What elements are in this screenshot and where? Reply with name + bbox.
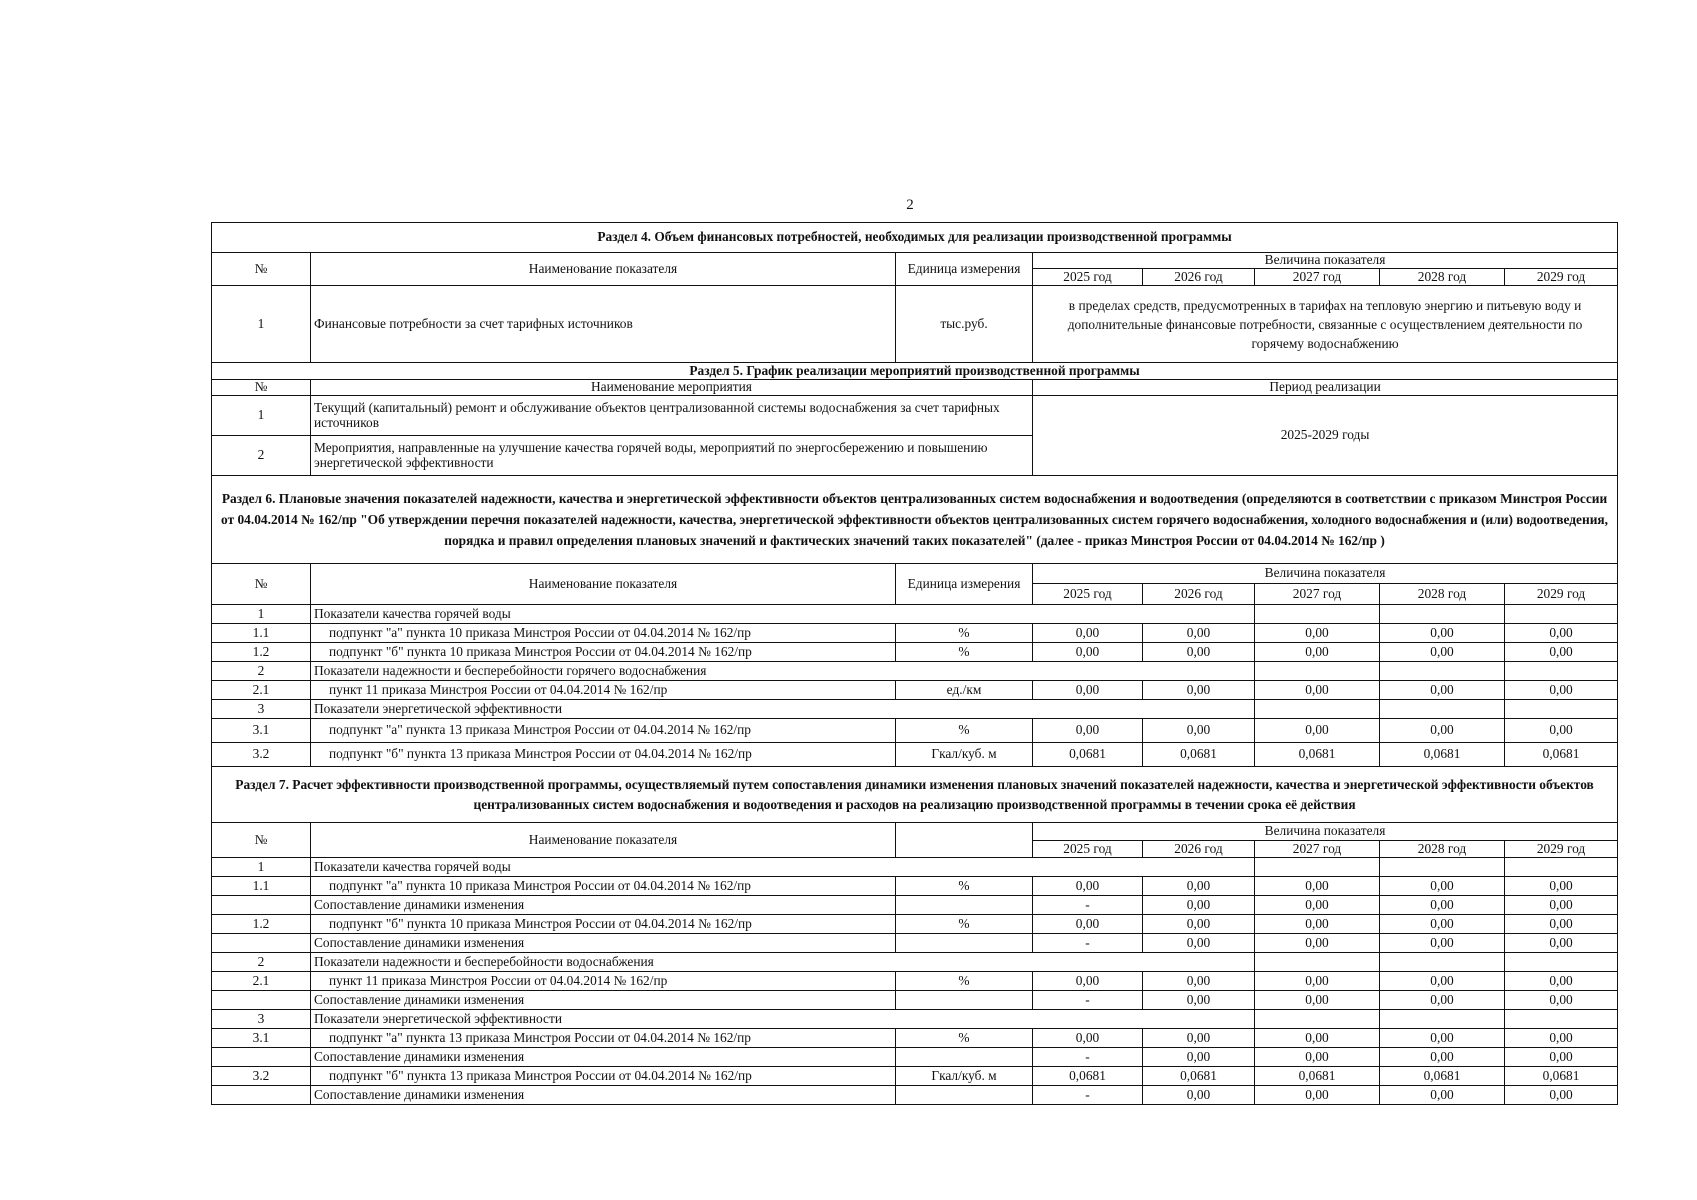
value-cell: 0,0681 bbox=[1380, 1067, 1505, 1086]
row-unit: ед./км bbox=[896, 681, 1033, 700]
row-name: подпункт "а" пункта 10 приказа Минстроя России от 04.04.2014 № 162/пр bbox=[311, 877, 896, 896]
comparison-label: Сопоставление динамики изменения bbox=[311, 934, 896, 953]
row-unit: Гкал/куб. м bbox=[896, 1067, 1033, 1086]
value-cell: 0,00 bbox=[1033, 877, 1143, 896]
value-cell: 0,00 bbox=[1255, 624, 1380, 643]
value-cell: 0,00 bbox=[1255, 877, 1380, 896]
section-4-title: Раздел 4. Объем финансовых потребностей, необходимых для реализации производственной программы bbox=[212, 223, 1618, 253]
comparison-cell: 0,00 bbox=[1505, 1086, 1618, 1105]
row-unit: % bbox=[896, 972, 1033, 991]
col-value-header: Величина показателя bbox=[1033, 564, 1618, 584]
row-name: подпункт "а" пункта 13 приказа Минстроя России от 04.04.2014 № 162/пр bbox=[311, 719, 896, 743]
value-cell: 0,00 bbox=[1033, 972, 1143, 991]
row-num: 2.1 bbox=[212, 972, 311, 991]
section-7 bbox=[212, 767, 1618, 1105]
col-unit-header: Единица измерения bbox=[896, 564, 1033, 605]
section-7-title: Раздел 7. Расчет эффективности производственной программы, осуществляемый путем сопоставления динамики изменения плановых значений показателей надежности, качества и энергетической эффективности объектов централизованных систем водоснабжения и водоотведения и расходов на реализацию производственной программы в течении срока её действия bbox=[212, 767, 1618, 823]
comparison-cell: 0,00 bbox=[1255, 1086, 1380, 1105]
year-header: 2029 год bbox=[1505, 841, 1618, 858]
value-cell: 0,00 bbox=[1143, 719, 1255, 743]
col-activity-header: Наименование мероприятия bbox=[311, 380, 1033, 396]
col-num-header: № bbox=[212, 823, 311, 858]
value-cell: 0,00 bbox=[1255, 915, 1380, 934]
comparison-cell: 0,00 bbox=[1255, 896, 1380, 915]
year-header: 2026 год bbox=[1143, 584, 1255, 605]
year-header: 2025 год bbox=[1033, 269, 1143, 286]
value-cell: 0,00 bbox=[1143, 972, 1255, 991]
row-unit: % bbox=[896, 1029, 1033, 1048]
comparison-cell: - bbox=[1033, 934, 1143, 953]
value-cell: 0,0681 bbox=[1143, 1067, 1255, 1086]
row-name: подпункт "б" пункта 10 приказа Минстроя России от 04.04.2014 № 162/пр bbox=[311, 915, 896, 934]
value-cell: 0,0681 bbox=[1143, 743, 1255, 767]
value-cell: 0,00 bbox=[1255, 719, 1380, 743]
value-cell: 0,00 bbox=[1033, 643, 1143, 662]
group-name: Показатели качества горячей воды bbox=[311, 605, 1255, 624]
value-cell: 0,0681 bbox=[1505, 743, 1618, 767]
value-cell: 0,0681 bbox=[1255, 1067, 1380, 1086]
comparison-cell: 0,00 bbox=[1505, 1048, 1618, 1067]
value-cell: 0,00 bbox=[1505, 877, 1618, 896]
col-num-header: № bbox=[212, 564, 311, 605]
value-cell: 0,00 bbox=[1143, 915, 1255, 934]
value-cell: 0,00 bbox=[1255, 681, 1380, 700]
value-cell: 0,00 bbox=[1143, 1029, 1255, 1048]
group-name: Показатели качества горячей воды bbox=[311, 858, 1255, 877]
row-name: пункт 11 приказа Минстроя России от 04.04.2014 № 162/пр bbox=[311, 681, 896, 700]
group-num: 2 bbox=[212, 953, 311, 972]
year-header: 2027 год bbox=[1255, 841, 1380, 858]
comparison-cell: - bbox=[1033, 1086, 1143, 1105]
value-cell: 0,0681 bbox=[1505, 1067, 1618, 1086]
value-cell: 0,00 bbox=[1255, 972, 1380, 991]
row-name: подпункт "а" пункта 10 приказа Минстроя России от 04.04.2014 № 162/пр bbox=[311, 624, 896, 643]
row-num: 2.1 bbox=[212, 681, 311, 700]
row-num: 1.2 bbox=[212, 915, 311, 934]
comparison-cell: 0,00 bbox=[1143, 934, 1255, 953]
value-cell: 0,00 bbox=[1505, 915, 1618, 934]
row-num: 1 bbox=[212, 396, 311, 436]
col-num-header: № bbox=[212, 253, 311, 286]
row-num: 3.1 bbox=[212, 719, 311, 743]
comparison-cell: 0,00 bbox=[1255, 991, 1380, 1010]
group-num: 2 bbox=[212, 662, 311, 681]
comparison-cell: 0,00 bbox=[1255, 1048, 1380, 1067]
value-cell: 0,00 bbox=[1380, 643, 1505, 662]
group-num: 3 bbox=[212, 1010, 311, 1029]
value-cell: 0,00 bbox=[1505, 719, 1618, 743]
col-name-header: Наименование показателя bbox=[311, 253, 896, 286]
year-header: 2029 год bbox=[1505, 269, 1618, 286]
value-cell: 0,00 bbox=[1505, 681, 1618, 700]
row-num: 1.1 bbox=[212, 624, 311, 643]
value-cell: 0,00 bbox=[1505, 643, 1618, 662]
value-cell: 0,00 bbox=[1143, 624, 1255, 643]
row-unit: % bbox=[896, 915, 1033, 934]
row-unit: % bbox=[896, 877, 1033, 896]
row-name: Текущий (капитальный) ремонт и обслуживание объектов централизованной системы водоснабжения за счет тарифных источников bbox=[311, 396, 1033, 436]
comparison-cell: 0,00 bbox=[1143, 1048, 1255, 1067]
year-header: 2028 год bbox=[1380, 584, 1505, 605]
value-cell: 0,00 bbox=[1255, 643, 1380, 662]
section-6-title: Раздел 6. Плановые значения показателей надежности, качества и энергетической эффективности объектов централизованных систем водоснабжения и водоотведения (определяются в соответствии с приказом Минстроя России от 04.04.2014 № 162/пр "Об утверждении перечня показателей надежности, качества, энергетической эффективности объектов централизованных систем горячего водоснабжения, холодного водоснабжения и (или) водоотведения, порядка и правил определения плановых значений и фактических значений таких показателей" (далее - приказ Минстроя России от 04.04.2014 № 162/пр ) bbox=[212, 476, 1618, 564]
value-cell: 0,0681 bbox=[1380, 743, 1505, 767]
comparison-cell: 0,00 bbox=[1255, 934, 1380, 953]
group-name: Показатели надежности и бесперебойности водоснабжения bbox=[311, 953, 1255, 972]
comparison-cell: 0,00 bbox=[1380, 991, 1505, 1010]
row-num: 2 bbox=[212, 436, 311, 476]
comparison-cell: - bbox=[1033, 1048, 1143, 1067]
section-4 bbox=[212, 223, 1618, 363]
col-unit-header-empty bbox=[896, 823, 1033, 858]
row-name: подпункт "б" пункта 10 приказа Минстроя России от 04.04.2014 № 162/пр bbox=[311, 643, 896, 662]
comparison-cell: 0,00 bbox=[1380, 1086, 1505, 1105]
value-cell: 0,00 bbox=[1255, 1029, 1380, 1048]
comparison-cell: 0,00 bbox=[1143, 991, 1255, 1010]
program-table bbox=[211, 222, 1618, 1105]
comparison-cell: - bbox=[1033, 991, 1143, 1010]
value-cell: 0,00 bbox=[1143, 877, 1255, 896]
period-value: 2025-2029 годы bbox=[1033, 396, 1618, 476]
row-unit: % bbox=[896, 643, 1033, 662]
row-unit: % bbox=[896, 719, 1033, 743]
value-cell: 0,00 bbox=[1380, 681, 1505, 700]
document-tables bbox=[211, 222, 1617, 1105]
comparison-cell: 0,00 bbox=[1380, 1048, 1505, 1067]
group-num: 3 bbox=[212, 700, 311, 719]
section-5-title: Раздел 5. График реализации мероприятий производственной программы bbox=[212, 363, 1618, 380]
group-name: Показатели энергетической эффективности bbox=[311, 700, 1255, 719]
year-header: 2028 год bbox=[1380, 269, 1505, 286]
value-cell: 0,00 bbox=[1505, 1029, 1618, 1048]
group-num: 1 bbox=[212, 605, 311, 624]
col-period-header: Период реализации bbox=[1033, 380, 1618, 396]
value-cell: 0,00 bbox=[1143, 681, 1255, 700]
value-cell: 0,00 bbox=[1380, 1029, 1505, 1048]
year-header: 2025 год bbox=[1033, 841, 1143, 858]
row-unit: тыс.руб. bbox=[896, 286, 1033, 363]
row-num: 1.1 bbox=[212, 877, 311, 896]
comparison-cell: 0,00 bbox=[1380, 896, 1505, 915]
row-num: 3.2 bbox=[212, 743, 311, 767]
comparison-cell: 0,00 bbox=[1143, 1086, 1255, 1105]
comparison-cell: - bbox=[1033, 896, 1143, 915]
col-value-header: Величина показателя bbox=[1033, 823, 1618, 841]
value-cell: 0,00 bbox=[1380, 972, 1505, 991]
value-cell: 0,00 bbox=[1505, 624, 1618, 643]
comparison-cell: 0,00 bbox=[1380, 934, 1505, 953]
year-header: 2028 год bbox=[1380, 841, 1505, 858]
comparison-label: Сопоставление динамики изменения bbox=[311, 1048, 896, 1067]
comparison-label: Сопоставление динамики изменения bbox=[311, 991, 896, 1010]
year-header: 2027 год bbox=[1255, 269, 1380, 286]
year-header: 2029 год bbox=[1505, 584, 1618, 605]
value-cell: 0,00 bbox=[1033, 915, 1143, 934]
section-6 bbox=[212, 476, 1618, 767]
group-num: 1 bbox=[212, 858, 311, 877]
value-cell: 0,00 bbox=[1033, 719, 1143, 743]
value-cell: 0,0681 bbox=[1033, 1067, 1143, 1086]
col-name-header: Наименование показателя bbox=[311, 823, 896, 858]
section-5 bbox=[212, 363, 1618, 476]
comparison-cell: 0,00 bbox=[1505, 934, 1618, 953]
group-name: Показатели энергетической эффективности bbox=[311, 1010, 1255, 1029]
row-num: 3.1 bbox=[212, 1029, 311, 1048]
row-name: подпункт "б" пункта 13 приказа Минстроя России от 04.04.2014 № 162/пр bbox=[311, 1067, 896, 1086]
value-cell: 0,00 bbox=[1143, 643, 1255, 662]
col-num-header: № bbox=[212, 380, 311, 396]
year-header: 2026 год bbox=[1143, 269, 1255, 286]
row-num: 1.2 bbox=[212, 643, 311, 662]
comparison-label: Сопоставление динамики изменения bbox=[311, 896, 896, 915]
row-name: пункт 11 приказа Минстроя России от 04.04.2014 № 162/пр bbox=[311, 972, 896, 991]
row-num: 1 bbox=[212, 286, 311, 363]
value-cell: 0,00 bbox=[1380, 877, 1505, 896]
value-cell: 0,00 bbox=[1033, 624, 1143, 643]
value-cell: 0,00 bbox=[1033, 681, 1143, 700]
row-num: 3.2 bbox=[212, 1067, 311, 1086]
value-cell: 0,00 bbox=[1380, 624, 1505, 643]
row-unit: % bbox=[896, 624, 1033, 643]
group-name: Показатели надежности и бесперебойности горячего водоснабжения bbox=[311, 662, 1255, 681]
page-number: 2 bbox=[906, 197, 914, 213]
financing-note: в пределах средств, предусмотренных в тарифах на тепловую энергию и питьевую воду и дополнительные финансовые потребности, связанные с осуществлением деятельности по горячему водоснабжению bbox=[1033, 286, 1618, 363]
col-name-header: Наименование показателя bbox=[311, 564, 896, 605]
row-name: подпункт "б" пункта 13 приказа Минстроя России от 04.04.2014 № 162/пр bbox=[311, 743, 896, 767]
value-cell: 0,00 bbox=[1033, 1029, 1143, 1048]
value-cell: 0,0681 bbox=[1255, 743, 1380, 767]
comparison-cell: 0,00 bbox=[1505, 896, 1618, 915]
year-header: 2025 год bbox=[1033, 584, 1143, 605]
row-name: Мероприятия, направленные на улучшение качества горячей воды, мероприятий по энергосбережению и повышению энергетической эффективности bbox=[311, 436, 1033, 476]
value-cell: 0,00 bbox=[1380, 915, 1505, 934]
comparison-cell: 0,00 bbox=[1505, 991, 1618, 1010]
year-header: 2026 год bbox=[1143, 841, 1255, 858]
value-cell: 0,00 bbox=[1505, 972, 1618, 991]
comparison-label: Сопоставление динамики изменения bbox=[311, 1086, 896, 1105]
comparison-cell: 0,00 bbox=[1143, 896, 1255, 915]
col-value-header: Величина показателя bbox=[1033, 253, 1618, 269]
row-unit: Гкал/куб. м bbox=[896, 743, 1033, 767]
value-cell: 0,00 bbox=[1380, 719, 1505, 743]
value-cell: 0,0681 bbox=[1033, 743, 1143, 767]
row-name: подпункт "а" пункта 13 приказа Минстроя России от 04.04.2014 № 162/пр bbox=[311, 1029, 896, 1048]
col-unit-header: Единица измерения bbox=[896, 253, 1033, 286]
year-header: 2027 год bbox=[1255, 584, 1380, 605]
row-name: Финансовые потребности за счет тарифных источников bbox=[311, 286, 896, 363]
